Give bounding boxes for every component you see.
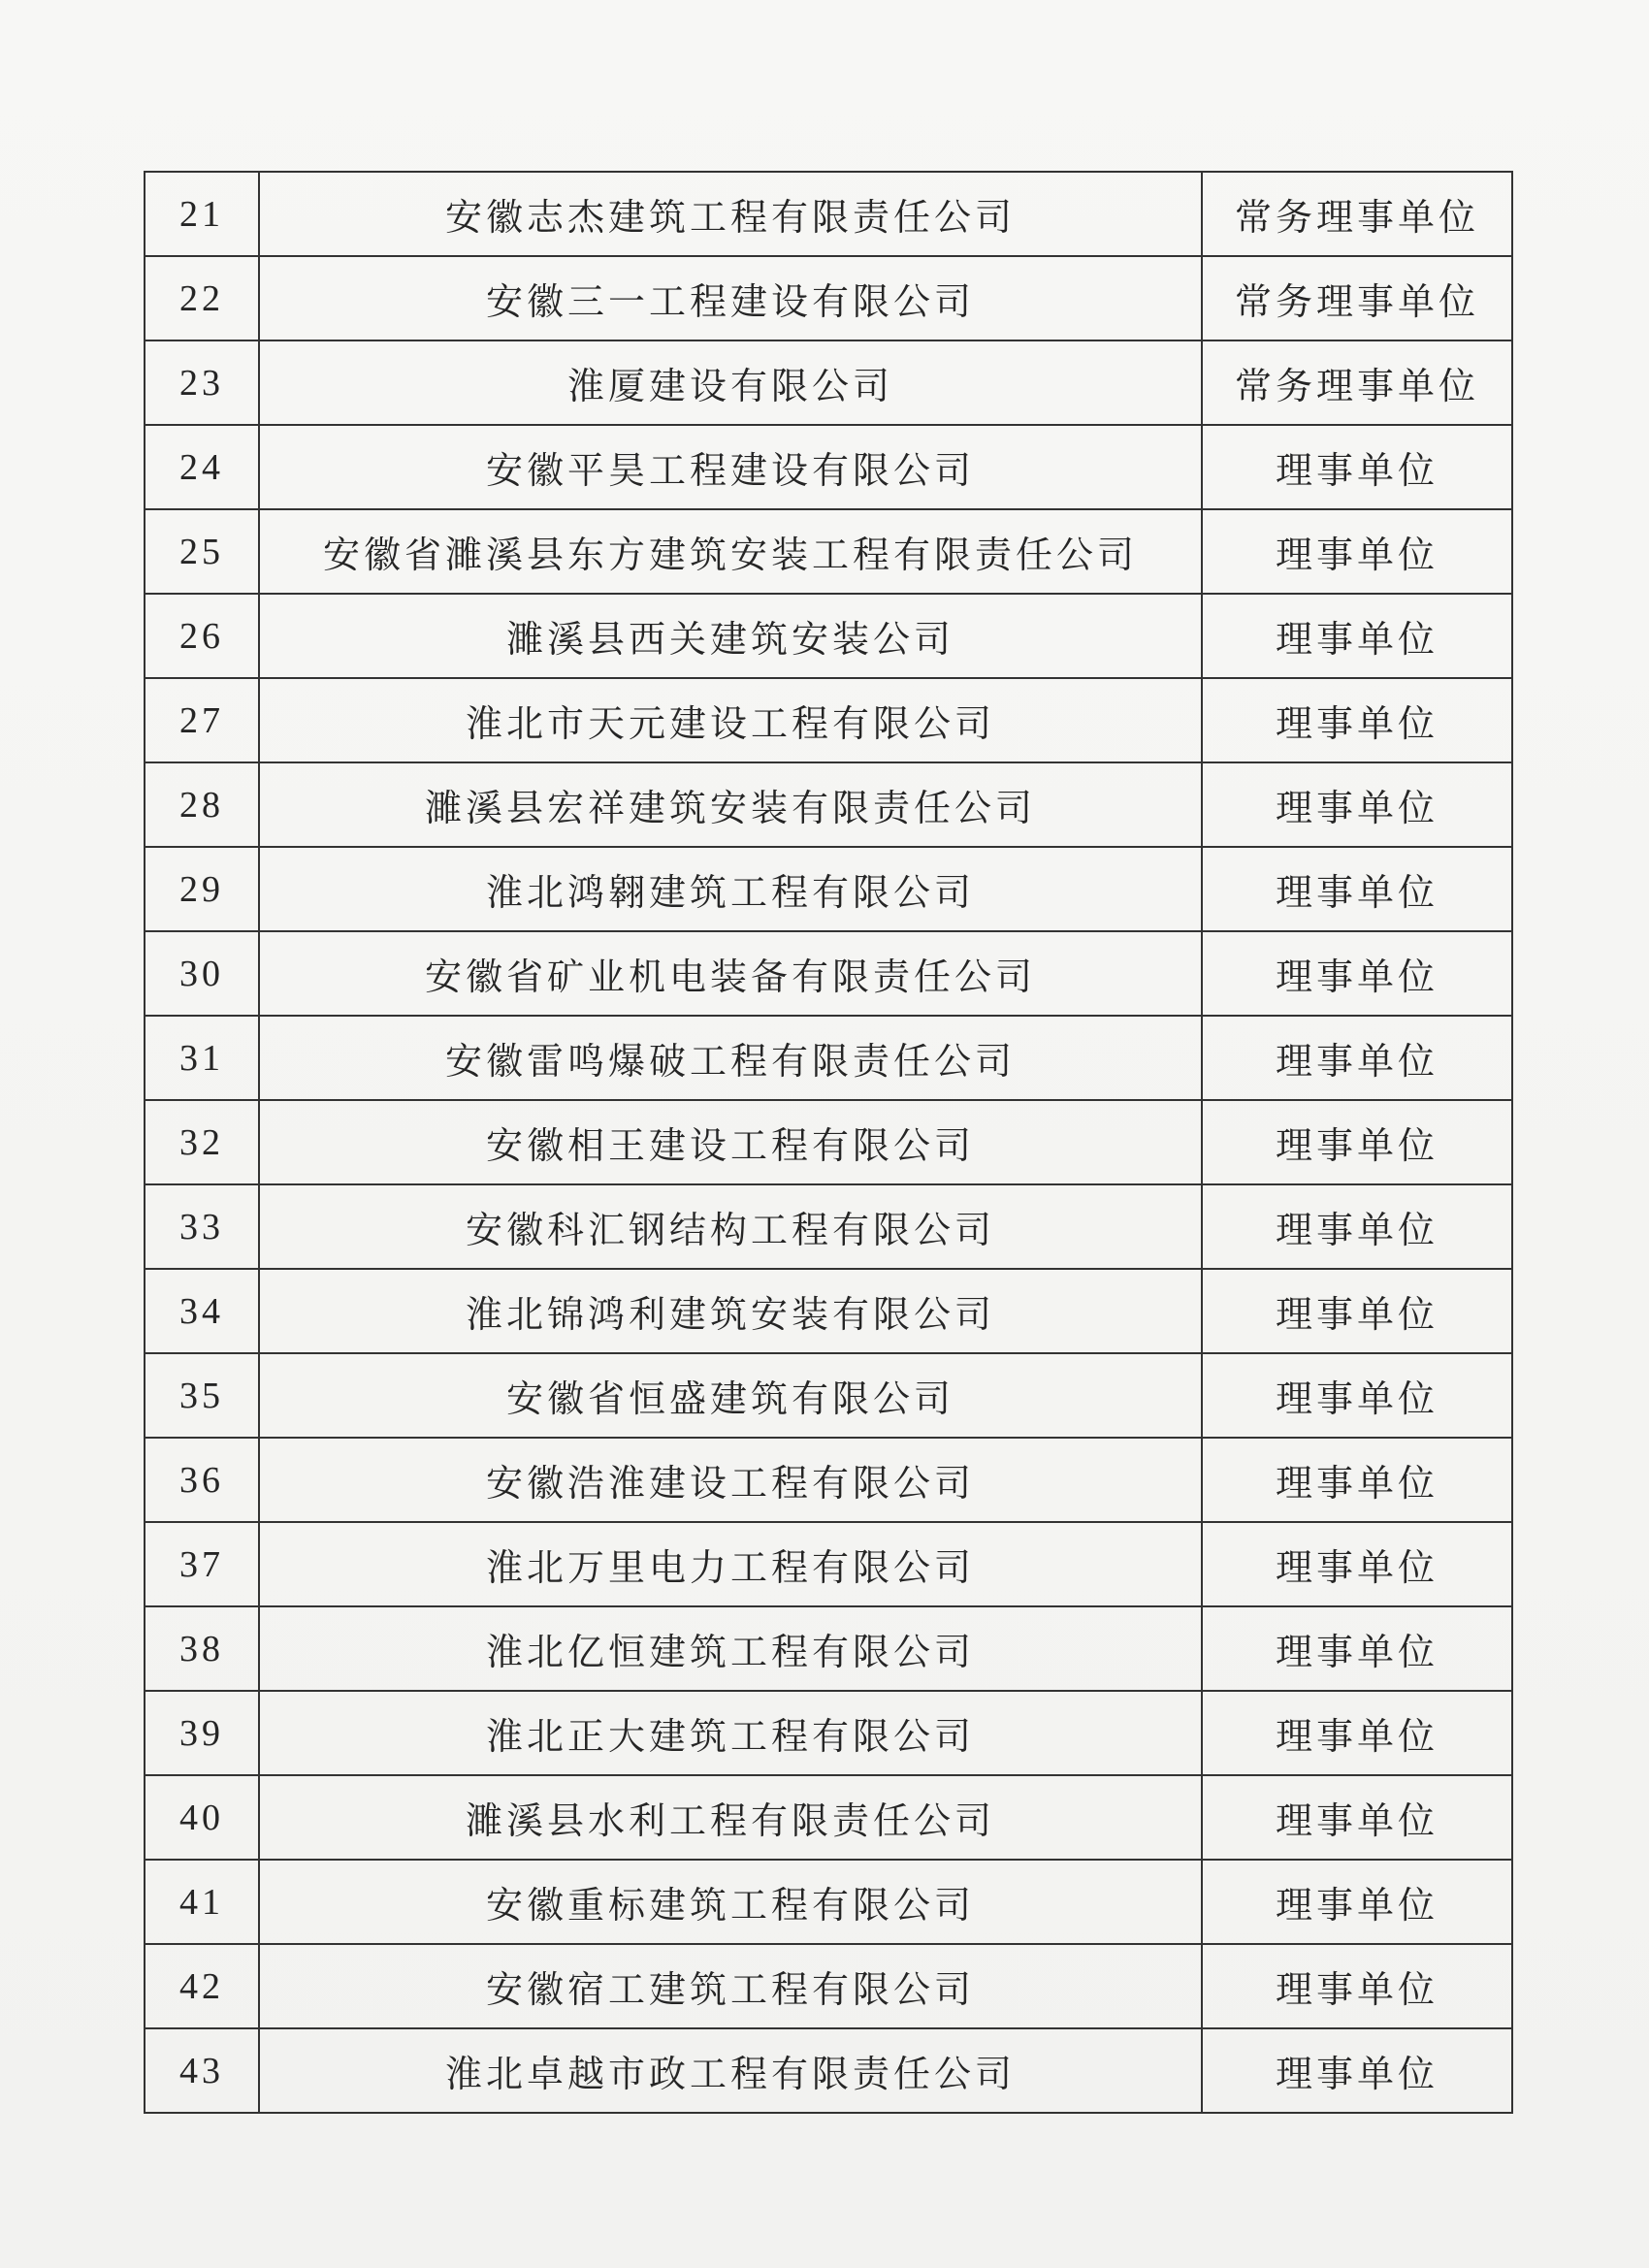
membership-type: 理事单位 (1202, 1775, 1512, 1860)
row-number: 29 (145, 847, 259, 931)
row-number: 30 (145, 931, 259, 1016)
table-row (145, 1016, 1512, 1100)
company-name: 安徽宿工建筑工程有限公司 (259, 1944, 1202, 2028)
row-number: 43 (145, 2028, 259, 2113)
company-name: 安徽雷鸣爆破工程有限责任公司 (259, 1016, 1202, 1100)
row-number: 38 (145, 1606, 259, 1691)
member-table (144, 171, 1513, 2114)
table-row (145, 1438, 1512, 1522)
company-name: 安徽省濉溪县东方建筑安装工程有限责任公司 (259, 509, 1202, 594)
table-row (145, 762, 1512, 847)
membership-type: 理事单位 (1202, 1184, 1512, 1269)
row-number: 21 (145, 172, 259, 256)
membership-type: 理事单位 (1202, 2028, 1512, 2113)
table-row (145, 847, 1512, 931)
row-number: 40 (145, 1775, 259, 1860)
membership-type: 常务理事单位 (1202, 340, 1512, 425)
company-name: 濉溪县水利工程有限责任公司 (259, 1775, 1202, 1860)
membership-type: 常务理事单位 (1202, 172, 1512, 256)
row-number: 28 (145, 762, 259, 847)
membership-type: 理事单位 (1202, 1691, 1512, 1775)
membership-type: 常务理事单位 (1202, 256, 1512, 340)
membership-type: 理事单位 (1202, 1269, 1512, 1353)
table-row (145, 2028, 1512, 2113)
membership-type: 理事单位 (1202, 1438, 1512, 1522)
table-row (145, 1860, 1512, 1944)
row-number: 22 (145, 256, 259, 340)
table-row (145, 1944, 1512, 2028)
row-number: 41 (145, 1860, 259, 1944)
table-row (145, 509, 1512, 594)
company-name: 安徽省矿业机电装备有限责任公司 (259, 931, 1202, 1016)
company-name: 安徽省恒盛建筑有限公司 (259, 1353, 1202, 1438)
company-name: 安徽浩淮建设工程有限公司 (259, 1438, 1202, 1522)
table-row (145, 1522, 1512, 1606)
company-name: 安徽科汇钢结构工程有限公司 (259, 1184, 1202, 1269)
table-row (145, 172, 1512, 256)
membership-type: 理事单位 (1202, 425, 1512, 509)
table-row (145, 1269, 1512, 1353)
company-name: 淮北正大建筑工程有限公司 (259, 1691, 1202, 1775)
row-number: 36 (145, 1438, 259, 1522)
company-name: 濉溪县宏祥建筑安装有限责任公司 (259, 762, 1202, 847)
membership-type: 理事单位 (1202, 931, 1512, 1016)
membership-type: 理事单位 (1202, 678, 1512, 762)
row-number: 23 (145, 340, 259, 425)
row-number: 32 (145, 1100, 259, 1184)
table-row (145, 1353, 1512, 1438)
company-name: 安徽平昊工程建设有限公司 (259, 425, 1202, 509)
table-row (145, 931, 1512, 1016)
row-number: 42 (145, 1944, 259, 2028)
table-row (145, 1184, 1512, 1269)
membership-type: 理事单位 (1202, 762, 1512, 847)
table-row (145, 425, 1512, 509)
table-row (145, 256, 1512, 340)
table-row (145, 594, 1512, 678)
company-name: 淮北亿恒建筑工程有限公司 (259, 1606, 1202, 1691)
membership-type: 理事单位 (1202, 1100, 1512, 1184)
member-table-body (145, 172, 1512, 2113)
company-name: 安徽重标建筑工程有限公司 (259, 1860, 1202, 1944)
company-name: 安徽相王建设工程有限公司 (259, 1100, 1202, 1184)
row-number: 35 (145, 1353, 259, 1438)
membership-type: 理事单位 (1202, 1860, 1512, 1944)
company-name: 淮厦建设有限公司 (259, 340, 1202, 425)
company-name: 淮北鸿翱建筑工程有限公司 (259, 847, 1202, 931)
row-number: 39 (145, 1691, 259, 1775)
row-number: 33 (145, 1184, 259, 1269)
membership-type: 理事单位 (1202, 1522, 1512, 1606)
membership-type: 理事单位 (1202, 1944, 1512, 2028)
membership-type: 理事单位 (1202, 594, 1512, 678)
row-number: 26 (145, 594, 259, 678)
membership-type: 理事单位 (1202, 1353, 1512, 1438)
company-name: 淮北万里电力工程有限公司 (259, 1522, 1202, 1606)
membership-type: 理事单位 (1202, 847, 1512, 931)
table-row (145, 678, 1512, 762)
row-number: 37 (145, 1522, 259, 1606)
row-number: 34 (145, 1269, 259, 1353)
table-row (145, 340, 1512, 425)
row-number: 24 (145, 425, 259, 509)
company-name: 安徽三一工程建设有限公司 (259, 256, 1202, 340)
row-number: 25 (145, 509, 259, 594)
company-name: 淮北锦鸿利建筑安装有限公司 (259, 1269, 1202, 1353)
row-number: 27 (145, 678, 259, 762)
table-row (145, 1691, 1512, 1775)
company-name: 安徽志杰建筑工程有限责任公司 (259, 172, 1202, 256)
company-name: 淮北市天元建设工程有限公司 (259, 678, 1202, 762)
row-number: 31 (145, 1016, 259, 1100)
membership-type: 理事单位 (1202, 509, 1512, 594)
table-row (145, 1100, 1512, 1184)
company-name: 濉溪县西关建筑安装公司 (259, 594, 1202, 678)
membership-type: 理事单位 (1202, 1606, 1512, 1691)
membership-type: 理事单位 (1202, 1016, 1512, 1100)
company-name: 淮北卓越市政工程有限责任公司 (259, 2028, 1202, 2113)
table-row (145, 1775, 1512, 1860)
table-row (145, 1606, 1512, 1691)
